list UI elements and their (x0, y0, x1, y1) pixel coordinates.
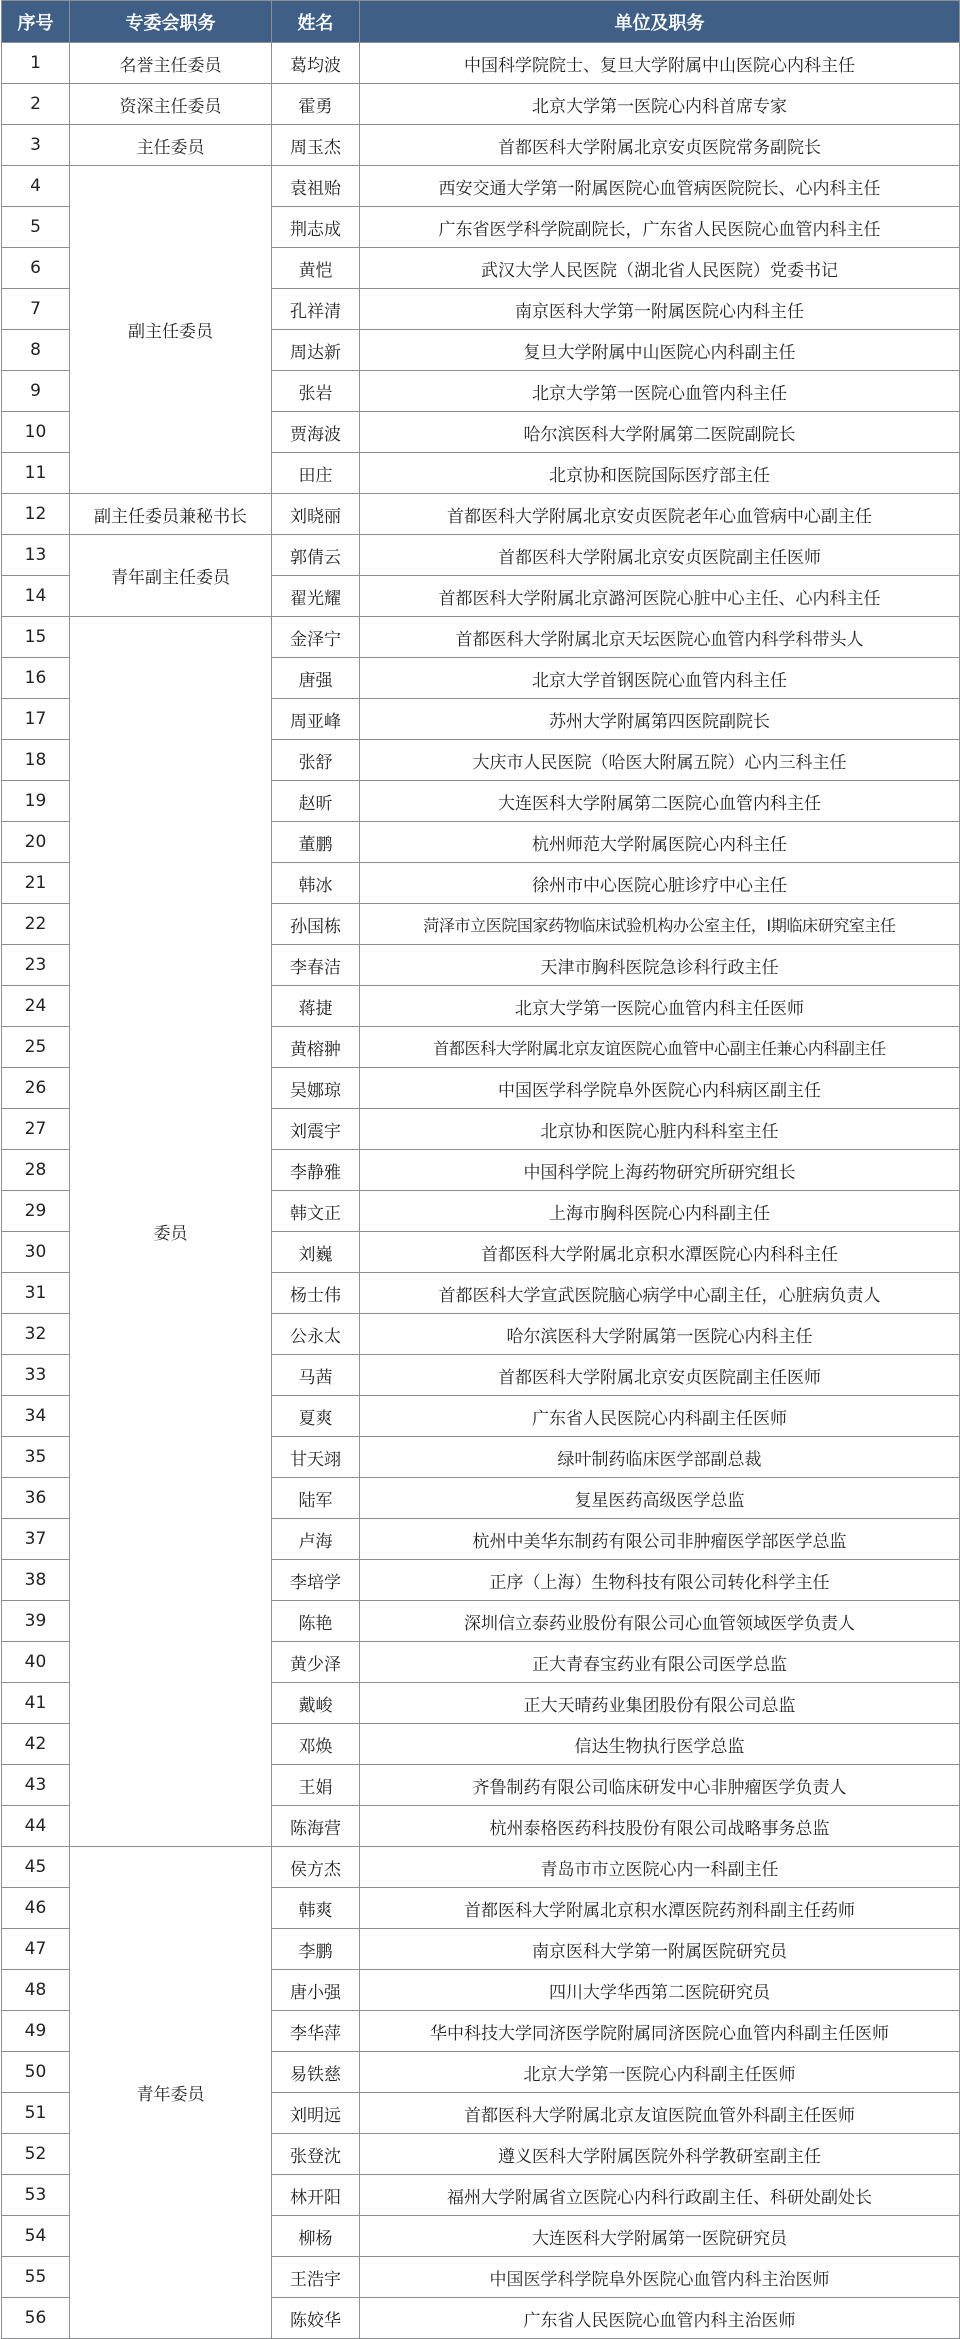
member-unit-position: 天津市胸科医院急诊科行政主任 (360, 945, 960, 986)
row-number: 26 (2, 1068, 70, 1109)
row-number: 47 (2, 1929, 70, 1970)
member-name: 张舒 (272, 740, 360, 781)
member-name: 刘震宇 (272, 1109, 360, 1150)
member-name: 荆志成 (272, 207, 360, 248)
member-name: 王浩宇 (272, 2257, 360, 2298)
row-number: 43 (2, 1765, 70, 1806)
row-number: 36 (2, 1478, 70, 1519)
row-number: 9 (2, 371, 70, 412)
row-number: 24 (2, 986, 70, 1027)
member-unit-position: 哈尔滨医科大学附属第二医院副院长 (360, 412, 960, 453)
member-unit-position: 首都医科大学附属北京安贞医院副主任医师 (360, 535, 960, 576)
member-name: 葛均波 (272, 43, 360, 84)
member-unit-position: 首都医科大学附属北京安贞医院副主任医师 (360, 1355, 960, 1396)
member-unit-position: 北京大学首钢医院心血管内科主任 (360, 658, 960, 699)
row-number: 2 (2, 84, 70, 125)
member-unit-position: 深圳信立泰药业股份有限公司心血管领域医学负责人 (360, 1601, 960, 1642)
member-name: 陈艳 (272, 1601, 360, 1642)
member-name: 刘晓丽 (272, 494, 360, 535)
member-name: 戴峻 (272, 1683, 360, 1724)
row-number: 53 (2, 2175, 70, 2216)
role-cell: 名誉主任委员 (70, 43, 272, 84)
row-number: 48 (2, 1970, 70, 2011)
member-name: 黄榕翀 (272, 1027, 360, 1068)
member-unit-position: 哈尔滨医科大学附属第一医院心内科主任 (360, 1314, 960, 1355)
row-number: 22 (2, 904, 70, 945)
member-unit-position: 北京大学第一医院心内科首席专家 (360, 84, 960, 125)
member-unit-position: 北京协和医院心脏内科科室主任 (360, 1109, 960, 1150)
header-role: 专委会职务 (70, 1, 272, 43)
row-number: 46 (2, 1888, 70, 1929)
member-name: 袁祖贻 (272, 166, 360, 207)
member-name: 王娟 (272, 1765, 360, 1806)
member-name: 金泽宁 (272, 617, 360, 658)
member-name: 柳杨 (272, 2216, 360, 2257)
row-number: 19 (2, 781, 70, 822)
member-name: 林开阳 (272, 2175, 360, 2216)
member-unit-position: 首都医科大学附属北京友谊医院血管外科副主任医师 (360, 2093, 960, 2134)
member-unit-position: 华中科技大学同济医学院附属同济医院心血管内科副主任医师 (360, 2011, 960, 2052)
member-name: 赵昕 (272, 781, 360, 822)
member-name: 李培学 (272, 1560, 360, 1601)
member-unit-position: 杭州中美华东制药有限公司非肿瘤医学部医学总监 (360, 1519, 960, 1560)
member-unit-position: 大连医科大学附属第二医院心血管内科主任 (360, 781, 960, 822)
table-header (2, 1, 960, 43)
member-unit-position: 正大天晴药业集团股份有限公司总监 (360, 1683, 960, 1724)
member-unit-position: 大连医科大学附属第一医院研究员 (360, 2216, 960, 2257)
member-unit-position: 北京协和医院国际医疗部主任 (360, 453, 960, 494)
table-body (2, 43, 960, 2339)
row-number: 20 (2, 822, 70, 863)
row-number: 40 (2, 1642, 70, 1683)
member-unit-position: 复旦大学附属中山医院心内科副主任 (360, 330, 960, 371)
member-name: 韩爽 (272, 1888, 360, 1929)
member-unit-position: 首都医科大学附属北京潞河医院心脏中心主任、心内科主任 (360, 576, 960, 617)
row-number: 25 (2, 1027, 70, 1068)
row-number: 29 (2, 1191, 70, 1232)
row-number: 8 (2, 330, 70, 371)
member-name: 夏爽 (272, 1396, 360, 1437)
header-no: 序号 (2, 1, 70, 43)
member-unit-position: 齐鲁制药有限公司临床研发中心非肿瘤医学负责人 (360, 1765, 960, 1806)
row-number: 33 (2, 1355, 70, 1396)
member-name: 韩冰 (272, 863, 360, 904)
row-number: 35 (2, 1437, 70, 1478)
row-number: 3 (2, 125, 70, 166)
member-unit-position: 广东省人民医院心内科副主任医师 (360, 1396, 960, 1437)
table-row (2, 1847, 960, 1888)
row-number: 11 (2, 453, 70, 494)
row-number: 15 (2, 617, 70, 658)
member-name: 李春洁 (272, 945, 360, 986)
member-name: 周玉杰 (272, 125, 360, 166)
row-number: 4 (2, 166, 70, 207)
member-name: 公永太 (272, 1314, 360, 1355)
member-name: 周达新 (272, 330, 360, 371)
member-unit-position: 杭州泰格医药科技股份有限公司战略事务总监 (360, 1806, 960, 1847)
row-number: 32 (2, 1314, 70, 1355)
member-unit-position: 福州大学附属省立医院心内科行政副主任、科研处副处长 (360, 2175, 960, 2216)
row-number: 38 (2, 1560, 70, 1601)
role-cell: 青年副主任委员 (70, 535, 272, 617)
row-number: 52 (2, 2134, 70, 2175)
member-name: 马茜 (272, 1355, 360, 1396)
member-name: 霍勇 (272, 84, 360, 125)
header-row (2, 1, 960, 43)
member-name: 侯方杰 (272, 1847, 360, 1888)
member-name: 陈海营 (272, 1806, 360, 1847)
row-number: 17 (2, 699, 70, 740)
member-name: 李鹏 (272, 1929, 360, 1970)
member-name: 邓焕 (272, 1724, 360, 1765)
member-unit-position: 北京大学第一医院心血管内科主任医师 (360, 986, 960, 1027)
member-name: 黄少泽 (272, 1642, 360, 1683)
member-unit-position: 首都医科大学附属北京安贞医院常务副院长 (360, 125, 960, 166)
table-row (2, 125, 960, 166)
member-unit-position: 中国科学院院士、复旦大学附属中山医院心内科主任 (360, 43, 960, 84)
member-name: 翟光耀 (272, 576, 360, 617)
member-name: 李静雅 (272, 1150, 360, 1191)
row-number: 21 (2, 863, 70, 904)
member-unit-position: 中国科学院上海药物研究所研究组长 (360, 1150, 960, 1191)
member-name: 陈姣华 (272, 2298, 360, 2339)
member-unit-position: 广东省人民医院心血管内科主治医师 (360, 2298, 960, 2339)
member-name: 张登沈 (272, 2134, 360, 2175)
member-name: 田庄 (272, 453, 360, 494)
member-unit-position: 北京大学第一医院心内科副主任医师 (360, 2052, 960, 2093)
member-unit-position: 信达生物执行医学总监 (360, 1724, 960, 1765)
member-name: 贾海波 (272, 412, 360, 453)
member-name: 甘天翊 (272, 1437, 360, 1478)
member-name: 郭倩云 (272, 535, 360, 576)
row-number: 18 (2, 740, 70, 781)
member-name: 孙国栋 (272, 904, 360, 945)
member-unit-position: 四川大学华西第二医院研究员 (360, 1970, 960, 2011)
table-row (2, 535, 960, 576)
row-number: 56 (2, 2298, 70, 2339)
row-number: 14 (2, 576, 70, 617)
row-number: 44 (2, 1806, 70, 1847)
member-name: 陆军 (272, 1478, 360, 1519)
row-number: 13 (2, 535, 70, 576)
member-unit-position: 首都医科大学附属北京天坛医院心血管内科学科带头人 (360, 617, 960, 658)
table-row (2, 494, 960, 535)
role-cell: 资深主任委员 (70, 84, 272, 125)
row-number: 41 (2, 1683, 70, 1724)
row-number: 49 (2, 2011, 70, 2052)
row-number: 27 (2, 1109, 70, 1150)
member-name: 吴娜琼 (272, 1068, 360, 1109)
row-number: 1 (2, 43, 70, 84)
row-number: 34 (2, 1396, 70, 1437)
member-name: 蒋捷 (272, 986, 360, 1027)
member-unit-position: 上海市胸科医院心内科副主任 (360, 1191, 960, 1232)
member-name: 张岩 (272, 371, 360, 412)
member-unit-position: 中国医学科学院阜外医院心血管内科主治医师 (360, 2257, 960, 2298)
member-unit-position: 首都医科大学附属北京积水潭医院药剂科副主任药师 (360, 1888, 960, 1929)
member-name: 董鹏 (272, 822, 360, 863)
member-name: 刘明远 (272, 2093, 360, 2134)
row-number: 54 (2, 2216, 70, 2257)
row-number: 39 (2, 1601, 70, 1642)
row-number: 51 (2, 2093, 70, 2134)
member-unit-position: 首都医科大学附属北京积水潭医院心内科科主任 (360, 1232, 960, 1273)
table-row (2, 84, 960, 125)
member-unit-position: 大庆市人民医院（哈医大附属五院）心内三科主任 (360, 740, 960, 781)
row-number: 42 (2, 1724, 70, 1765)
header-unit: 单位及职务 (360, 1, 960, 43)
member-unit-position: 复星医药高级医学总监 (360, 1478, 960, 1519)
row-number: 7 (2, 289, 70, 330)
role-cell: 副主任委员 (70, 166, 272, 494)
table-row (2, 43, 960, 84)
member-unit-position: 首都医科大学附属北京友谊医院心血管中心副主任兼心内科副主任 (360, 1027, 960, 1068)
row-number: 45 (2, 1847, 70, 1888)
member-unit-position: 首都医科大学附属北京安贞医院老年心血管病中心副主任 (360, 494, 960, 535)
member-unit-position: 杭州师范大学附属医院心内科主任 (360, 822, 960, 863)
role-cell: 主任委员 (70, 125, 272, 166)
member-name: 李华萍 (272, 2011, 360, 2052)
member-name: 唐小强 (272, 1970, 360, 2011)
member-name: 卢海 (272, 1519, 360, 1560)
member-name: 韩文正 (272, 1191, 360, 1232)
member-name: 孔祥清 (272, 289, 360, 330)
member-unit-position: 菏泽市立医院国家药物临床试验机构办公室主任，I期临床研究室主任 (360, 904, 960, 945)
member-name: 杨士伟 (272, 1273, 360, 1314)
member-unit-position: 南京医科大学第一附属医院研究员 (360, 1929, 960, 1970)
role-cell: 委员 (70, 617, 272, 1847)
member-unit-position: 苏州大学附属第四医院副院长 (360, 699, 960, 740)
member-name: 周亚峰 (272, 699, 360, 740)
member-unit-position: 北京大学第一医院心血管内科主任 (360, 371, 960, 412)
row-number: 55 (2, 2257, 70, 2298)
member-unit-position: 正大青春宝药业有限公司医学总监 (360, 1642, 960, 1683)
member-unit-position: 正序（上海）生物科技有限公司转化科学主任 (360, 1560, 960, 1601)
table-row (2, 166, 960, 207)
role-cell: 副主任委员兼秘书长 (70, 494, 272, 535)
member-name: 唐强 (272, 658, 360, 699)
row-number: 12 (2, 494, 70, 535)
row-number: 37 (2, 1519, 70, 1560)
role-cell: 青年委员 (70, 1847, 272, 2339)
row-number: 6 (2, 248, 70, 289)
row-number: 5 (2, 207, 70, 248)
member-unit-position: 武汉大学人民医院（湖北省人民医院）党委书记 (360, 248, 960, 289)
member-name: 易铁慈 (272, 2052, 360, 2093)
row-number: 23 (2, 945, 70, 986)
member-unit-position: 广东省医学科学院副院长，广东省人民医院心血管内科主任 (360, 207, 960, 248)
member-unit-position: 西安交通大学第一附属医院心血管病医院院长、心内科主任 (360, 166, 960, 207)
row-number: 10 (2, 412, 70, 453)
member-unit-position: 南京医科大学第一附属医院心内科主任 (360, 289, 960, 330)
row-number: 31 (2, 1273, 70, 1314)
member-unit-position: 青岛市市立医院心内一科副主任 (360, 1847, 960, 1888)
row-number: 16 (2, 658, 70, 699)
committee-member-table (1, 0, 960, 2339)
member-unit-position: 徐州市中心医院心脏诊疗中心主任 (360, 863, 960, 904)
row-number: 30 (2, 1232, 70, 1273)
row-number: 28 (2, 1150, 70, 1191)
table-row (2, 617, 960, 658)
row-number: 50 (2, 2052, 70, 2093)
member-name: 黄恺 (272, 248, 360, 289)
member-unit-position: 绿叶制药临床医学部副总裁 (360, 1437, 960, 1478)
header-name: 姓名 (272, 1, 360, 43)
member-name: 刘巍 (272, 1232, 360, 1273)
member-unit-position: 遵义医科大学附属医院外科学教研室副主任 (360, 2134, 960, 2175)
member-unit-position: 首都医科大学宣武医院脑心病学中心副主任，心脏病负责人 (360, 1273, 960, 1314)
member-unit-position: 中国医学科学院阜外医院心内科病区副主任 (360, 1068, 960, 1109)
